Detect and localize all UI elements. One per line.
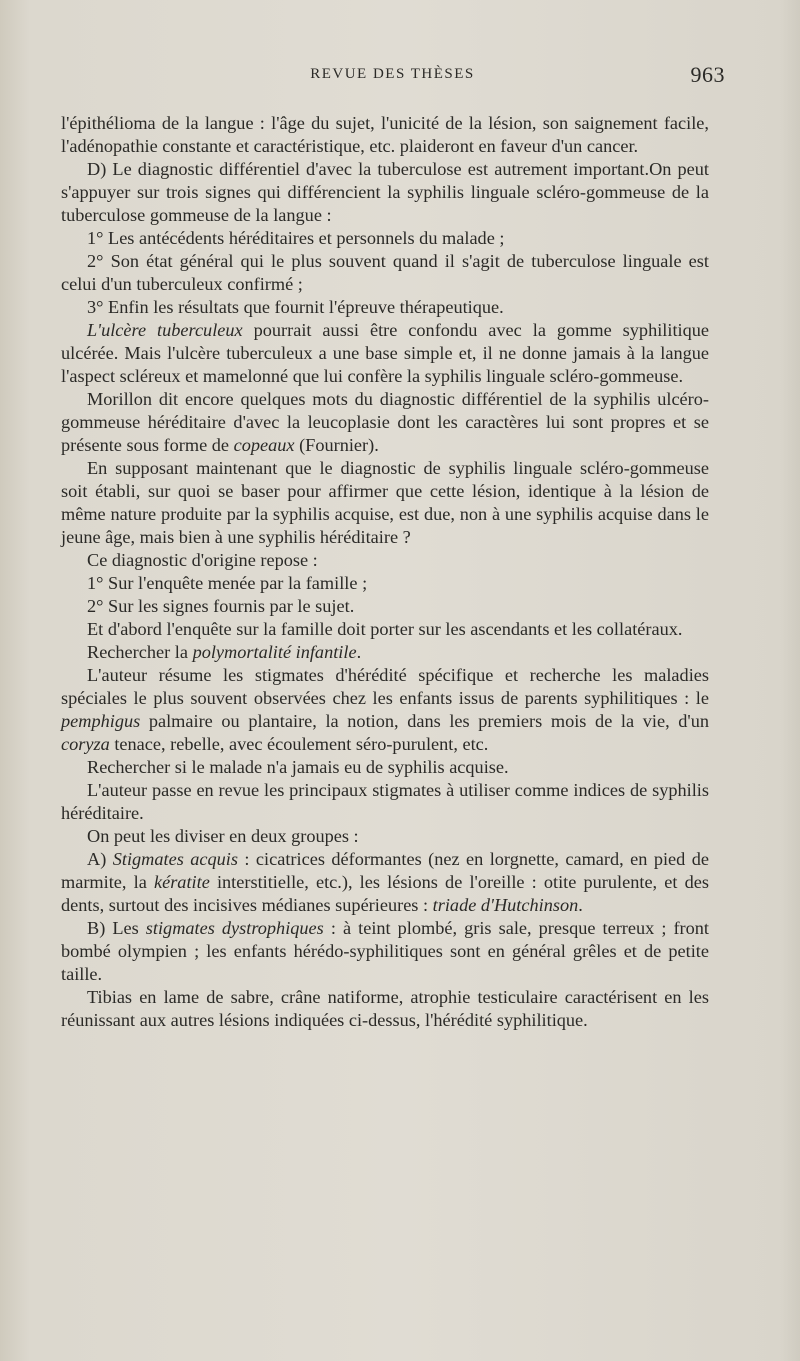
paragraph: Tibias en lame de sabre, crâne natiforme, atrophie testiculaire caractérisent en les réunissant aux autres lésions indiquées ci-dessus, l'hérédité syphilitique.: [61, 987, 709, 1030]
paragraph: En supposant maintenant que le diagnostic de syphilis linguale scléro-gommeuse soit établi, sur quoi se baser pour affirmer que cette lésion, identique à la lésion de même nature produite par la syphilis acquise, est due, non à une syphilis acquise dans le jeune âge, mais bien à une syphilis héréditaire ?: [61, 458, 709, 547]
paragraph: Rechercher si le malade n'a jamais eu de syphilis acquise.: [87, 757, 509, 777]
paragraph: L'auteur passe en revue les principaux stigmates à utiliser comme indices de syphilis héréditaire.: [61, 780, 709, 823]
list-item: 3° Enfin les résultats que fournit l'épreuve thérapeutique.: [87, 297, 504, 317]
body-text: [61, 112, 709, 1032]
paragraph: D) Le diagnostic différentiel d'avec la tuberculose est autrement important.On peut s'appuyer sur trois signes qui différencient la syphilis linguale scléro-gommeuse de la tuberculose gommeuse de la langue :: [61, 159, 709, 225]
paragraph: B) Les stigmates dystrophiques : à teint plombé, gris sale, presque terreux ; front bombé olympien ; les enfants hérédo-syphilitiques sont en général grêles et de petite taille.: [61, 918, 709, 984]
paragraph: Et d'abord l'enquête sur la famille doit porter sur les ascendants et les collatéraux.: [87, 619, 683, 639]
paragraph: A) Stigmates acquis : cicatrices déformantes (nez en lorgnette, camard, en pied de marmite, la kératite interstitielle, etc.), les lésions de l'oreille : otite purulente, et des dents, surtout des incisives médianes supérieures : triade d'Hutchinson.: [61, 849, 709, 915]
paragraph: On peut les diviser en deux groupes :: [87, 826, 359, 846]
page-number: 963: [690, 62, 725, 87]
paragraph: Rechercher la polymortalité infantile.: [87, 642, 362, 662]
running-header: [60, 62, 725, 92]
paragraph: L'auteur résume les stigmates d'hérédité spécifique et recherche les maladies spéciales le plus souvent observées chez les enfants issus de parents syphilitiques : le pemphigus palmaire ou plantaire, la notion, dans les premiers mois de la vie, d'un coryza tenace, rebelle, avec écoulement séro-purulent, etc.: [61, 665, 709, 754]
list-item: 2° Sur les signes fournis par le sujet.: [87, 596, 355, 616]
list-item: 2° Son état général qui le plus souvent quand il s'agit de tuberculose linguale est celui d'un tuberculeux confirmé ;: [61, 251, 709, 294]
list-item: 1° Sur l'enquête menée par la famille ;: [87, 573, 368, 593]
running-title: REVUE DES THÈSES: [310, 66, 475, 82]
paragraph: l'épithélioma de la langue : l'âge du sujet, l'unicité de la lésion, son saignement facile, l'adénopathie constante et caractéristique, etc. plaideront en faveur d'un cancer.: [61, 113, 709, 156]
paragraph: Ce diagnostic d'origine repose :: [87, 550, 318, 570]
paragraph: L'ulcère tuberculeux pourrait aussi être confondu avec la gomme syphilitique ulcérée. Mais l'ulcère tuberculeux a une base simple et, il ne donne jamais à la langue l'aspect scléreux et mamelonné que lui confère la syphilis linguale scléro-gommeuse.: [61, 320, 709, 386]
list-item: 1° Les antécédents héréditaires et personnels du malade ;: [87, 228, 505, 248]
paragraph: Morillon dit encore quelques mots du diagnostic différentiel de la syphilis ulcéro-gommeuse héréditaire d'avec la leucoplasie dont les caractères lui sont propres et se présente sous forme de copeaux (Fournier).: [61, 389, 709, 455]
